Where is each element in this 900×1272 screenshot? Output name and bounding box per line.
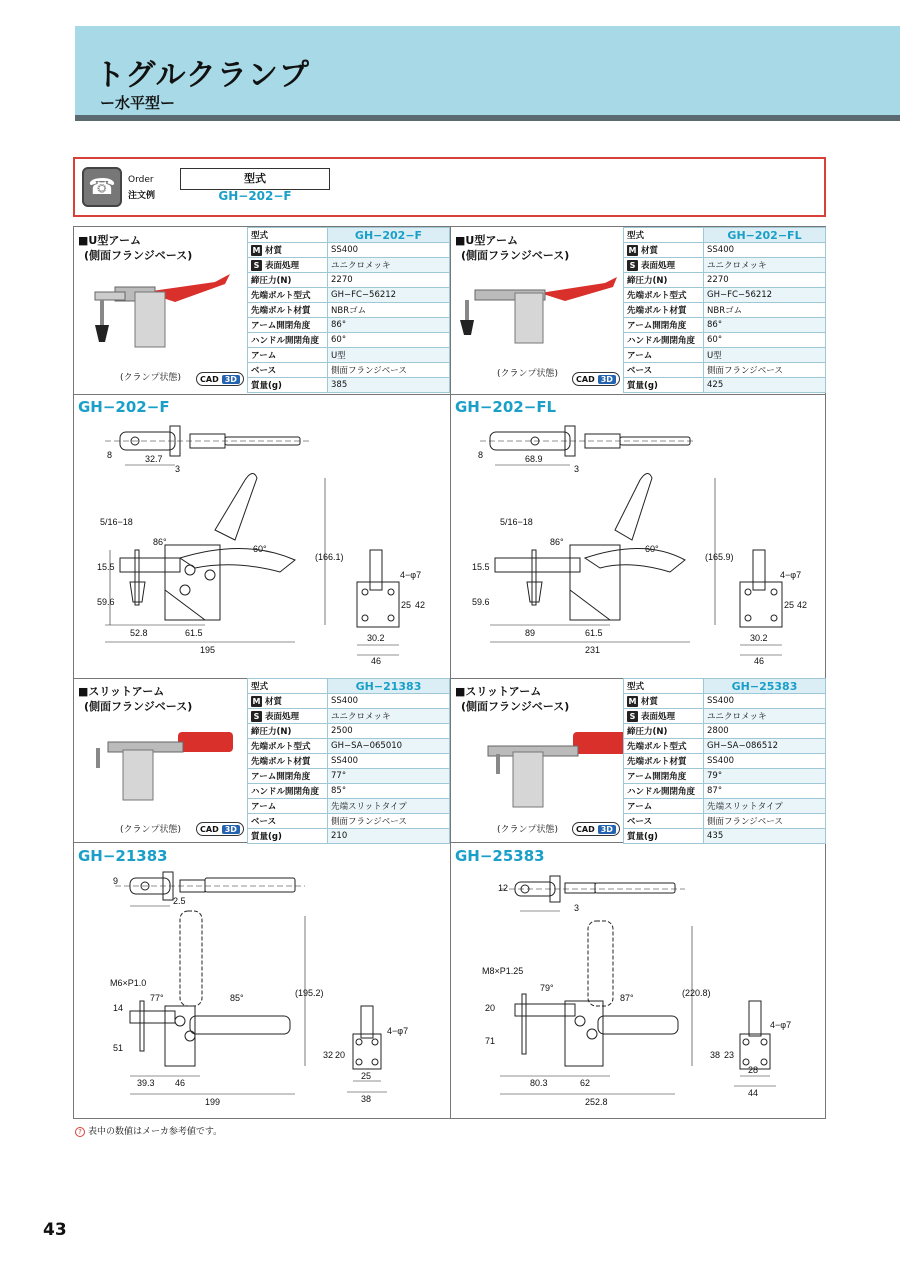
- clamp-state-label: (クランプ状態): [120, 373, 182, 383]
- order-field-value: GH−202−F: [218, 189, 292, 203]
- dim-width-2: 61.5: [185, 628, 203, 638]
- product-heading-line2: (側面フランジベース): [84, 700, 193, 713]
- spec-val-bolt-material: NBRゴム: [328, 303, 450, 318]
- cad-3d-badge[interactable]: [196, 822, 244, 836]
- dim-base-2: 44: [748, 1088, 759, 1098]
- spec-val-force: 2270: [328, 273, 450, 288]
- dim-height-1: 14: [113, 1003, 124, 1013]
- spec-val-base: 側面フランジベース: [704, 363, 826, 378]
- dim-top-width: 68.9: [525, 454, 543, 464]
- spec-key-surface: 表面処理: [265, 712, 300, 722]
- dim-top-height: 8: [107, 450, 113, 460]
- dim-height-2: 51: [113, 1043, 124, 1053]
- dim-width-1: 39.3: [137, 1078, 155, 1088]
- spec-val-arm-angle: 86°: [328, 318, 450, 333]
- dim-base-1: 25: [361, 1071, 372, 1081]
- dim-top-height: 8: [478, 450, 484, 460]
- spec-val-base: 側面フランジベース: [328, 814, 450, 829]
- dim-total-width: 195: [200, 645, 216, 655]
- dim-thread: M6×P1.0: [110, 978, 147, 988]
- dim-height-2: 59.6: [97, 597, 115, 607]
- dim-height-1: 20: [485, 1003, 496, 1013]
- drawing-title: GH−25383: [455, 847, 545, 865]
- cad-3d-badge[interactable]: [572, 822, 620, 836]
- footnote: [75, 1124, 222, 1137]
- product-heading-line2: (側面フランジベース): [461, 700, 570, 713]
- technical-drawing: [95, 420, 440, 665]
- clamp-state-label: (クランプ状態): [497, 369, 559, 379]
- page-subtitle: ー水平型ー: [100, 94, 176, 112]
- spec-key-handle-angle: ハンドル開閉角度: [624, 333, 704, 348]
- dim-flange-2: 42: [415, 600, 426, 610]
- order-field-label: 型式: [180, 168, 330, 190]
- spec-key-model: 型式: [624, 228, 704, 243]
- spec-key-force: 締圧力(N): [248, 724, 328, 739]
- spec-val-force: 2800: [704, 724, 826, 739]
- spec-val-material: SS400: [704, 694, 826, 709]
- spec-key-arm-angle: アーム開閉角度: [248, 318, 328, 333]
- spec-table: [623, 227, 826, 393]
- spec-key-material: 材質: [265, 697, 283, 707]
- dim-flange-2: 32: [323, 1050, 334, 1060]
- page-title: トグルクランプ: [95, 58, 310, 93]
- spec-val-mass: 210: [328, 829, 450, 844]
- spec-key-bolt-type: 先端ボルト型式: [248, 739, 328, 754]
- product-heading-line1: ■スリットアーム: [455, 685, 542, 698]
- dim-top-width: 3: [574, 903, 580, 913]
- spec-key-surface: 表面処理: [265, 261, 300, 271]
- spec-key-base: ベース: [248, 363, 328, 378]
- spec-key-arm: アーム: [624, 799, 704, 814]
- spec-val-material: SS400: [328, 243, 450, 258]
- spec-key-model: 型式: [624, 679, 704, 694]
- dim-top-height: 12: [498, 883, 509, 893]
- spec-val-model: GH−202−F: [328, 228, 450, 243]
- dim-total-width: 252.8: [585, 1097, 608, 1107]
- spec-table: [623, 678, 826, 844]
- dim-handle-angle: 60°: [253, 544, 267, 554]
- technical-drawing: [470, 866, 815, 1111]
- product-heading: [455, 233, 569, 263]
- spec-val-surface: ユニクロメッキ: [704, 709, 826, 724]
- spec-val-force: 2270: [704, 273, 826, 288]
- spec-val-arm: 先端スリットタイプ: [704, 799, 826, 814]
- spec-key-bolt-type: 先端ボルト型式: [624, 739, 704, 754]
- spec-key-handle-angle: ハンドル開閉角度: [624, 784, 704, 799]
- product-photo: [88, 722, 238, 812]
- order-label-en: Order: [128, 175, 154, 185]
- dim-hole: 4−φ7: [780, 570, 802, 580]
- spec-key-model: 型式: [248, 228, 328, 243]
- dim-hole: 4−φ7: [770, 1020, 792, 1030]
- dim-total-width: 199: [205, 1097, 221, 1107]
- dim-total-width: 231: [585, 645, 601, 655]
- spec-val-model: GH−25383: [704, 679, 826, 694]
- dim-top-offset: 3: [574, 464, 580, 474]
- dim-flange-1: 23: [724, 1050, 735, 1060]
- spec-key-base: ベース: [248, 814, 328, 829]
- spec-val-model: GH−21383: [328, 679, 450, 694]
- dim-arm-angle: 86°: [153, 537, 167, 547]
- spec-val-material: SS400: [328, 694, 450, 709]
- product-heading: [78, 233, 192, 263]
- cad-3d-label: 3D: [598, 825, 616, 834]
- dim-arm-angle: 86°: [550, 537, 564, 547]
- surface-mark-icon: S: [627, 260, 638, 271]
- spec-key-force: 締圧力(N): [624, 273, 704, 288]
- cad-3d-label: 3D: [222, 825, 240, 834]
- dim-arm-angle: 79°: [540, 983, 554, 993]
- spec-val-arm: U型: [704, 348, 826, 363]
- drawing-title: GH−202−F: [78, 398, 170, 416]
- footnote-text: 表中の数値はメーカ参考値です。: [88, 1127, 223, 1137]
- spec-val-surface: ユニクロメッキ: [704, 258, 826, 273]
- dim-height-1: 15.5: [472, 562, 490, 572]
- clamp-state-label: (クランプ状態): [497, 825, 559, 835]
- spec-key-bolt-type: 先端ボルト型式: [248, 288, 328, 303]
- dim-width-2: 62: [580, 1078, 591, 1088]
- material-mark-icon: M: [628, 246, 637, 255]
- material-mark-icon: M: [252, 246, 261, 255]
- spec-val-arm-angle: 86°: [704, 318, 826, 333]
- spec-val-surface: ユニクロメッキ: [328, 709, 450, 724]
- product-photo: [478, 722, 628, 812]
- spec-key-base: ベース: [624, 363, 704, 378]
- spec-val-handle-angle: 87°: [704, 784, 826, 799]
- product-heading-line1: ■スリットアーム: [78, 685, 165, 698]
- dim-thread: 5/16−18: [500, 517, 533, 527]
- dim-top-width: 2.5: [173, 896, 186, 906]
- spec-key-mass: 質量(g): [624, 378, 704, 393]
- phone-order-icon: ☎: [82, 167, 122, 207]
- dim-base-2: 46: [754, 656, 765, 666]
- spec-val-bolt-type: GH−FC−56212: [704, 288, 826, 303]
- dim-base-1: 30.2: [750, 633, 768, 643]
- dim-hole: 4−φ7: [387, 1026, 409, 1036]
- order-label-jp: 注文例: [128, 191, 156, 201]
- cad-3d-badge[interactable]: [572, 372, 620, 386]
- spec-val-handle-angle: 85°: [328, 784, 450, 799]
- spec-val-bolt-material: SS400: [328, 754, 450, 769]
- page-number: 43: [43, 1220, 67, 1240]
- dim-total-height: (166.1): [315, 552, 344, 562]
- cad-3d-badge[interactable]: [196, 372, 244, 386]
- dim-hole: 4−φ7: [400, 570, 422, 580]
- cad-3d-label: 3D: [598, 375, 616, 384]
- dim-handle-angle: 87°: [620, 993, 634, 1003]
- dim-thread: 5/16−18: [100, 517, 133, 527]
- spec-key-arm: アーム: [624, 348, 704, 363]
- dim-width-2: 61.5: [585, 628, 603, 638]
- spec-val-base: 側面フランジベース: [704, 814, 826, 829]
- spec-key-material: 材質: [265, 246, 283, 256]
- product-heading: [455, 684, 569, 714]
- cad-label: CAD: [576, 374, 595, 384]
- surface-mark-icon: S: [251, 260, 262, 271]
- spec-val-mass: 385: [328, 378, 450, 393]
- spec-key-arm: アーム: [248, 348, 328, 363]
- dim-height-2: 59.6: [472, 597, 490, 607]
- spec-key-surface: 表面処理: [641, 712, 676, 722]
- surface-mark-icon: S: [251, 711, 262, 722]
- spec-key-bolt-material: 先端ボルト材質: [248, 303, 328, 318]
- dim-total-height: (165.9): [705, 552, 734, 562]
- dim-handle-angle: 85°: [230, 993, 244, 1003]
- spec-val-arm: U型: [328, 348, 450, 363]
- spec-val-arm-angle: 79°: [704, 769, 826, 784]
- material-mark-icon: M: [628, 697, 637, 706]
- info-icon: ?: [75, 1127, 85, 1137]
- drawing-title: GH−21383: [78, 847, 168, 865]
- spec-key-arm-angle: アーム開閉角度: [624, 769, 704, 784]
- product-photo: [85, 262, 235, 362]
- dim-base-1: 30.2: [367, 633, 385, 643]
- dim-total-height: (195.2): [295, 988, 324, 998]
- spec-key-mass: 質量(g): [248, 378, 328, 393]
- spec-val-bolt-type: GH−SA−065010: [328, 739, 450, 754]
- spec-val-handle-angle: 60°: [328, 333, 450, 348]
- spec-table: [247, 678, 450, 844]
- spec-val-arm-angle: 77°: [328, 769, 450, 784]
- spec-table: [247, 227, 450, 393]
- spec-key-handle-angle: ハンドル開閉角度: [248, 784, 328, 799]
- spec-val-force: 2500: [328, 724, 450, 739]
- spec-key-surface: 表面処理: [641, 261, 676, 271]
- material-mark-icon: M: [252, 697, 261, 706]
- spec-val-handle-angle: 60°: [704, 333, 826, 348]
- spec-key-force: 締圧力(N): [248, 273, 328, 288]
- dim-flange-1: 25: [784, 600, 795, 610]
- surface-mark-icon: S: [627, 711, 638, 722]
- product-photo: [455, 265, 620, 355]
- spec-key-model: 型式: [248, 679, 328, 694]
- product-heading: [78, 684, 192, 714]
- spec-val-arm: 先端スリットタイプ: [328, 799, 450, 814]
- dim-handle-angle: 60°: [645, 544, 659, 554]
- dim-base-2: 38: [361, 1094, 372, 1104]
- spec-val-bolt-material: NBRゴム: [704, 303, 826, 318]
- dim-base-2: 46: [371, 656, 382, 666]
- product-heading-line1: ■U型アーム: [455, 234, 518, 247]
- spec-key-arm-angle: アーム開閉角度: [624, 318, 704, 333]
- spec-val-bolt-type: GH−FC−56212: [328, 288, 450, 303]
- spec-key-mass: 質量(g): [248, 829, 328, 844]
- spec-key-arm-angle: アーム開閉角度: [248, 769, 328, 784]
- product-heading-line2: (側面フランジベース): [84, 249, 193, 262]
- spec-val-model: GH−202−FL: [704, 228, 826, 243]
- spec-val-mass: 425: [704, 378, 826, 393]
- dim-thread: M8×P1.25: [482, 966, 524, 976]
- spec-key-force: 締圧力(N): [624, 724, 704, 739]
- dim-height-1: 15.5: [97, 562, 115, 572]
- spec-val-base: 側面フランジベース: [328, 363, 450, 378]
- dim-flange-1: 20: [335, 1050, 346, 1060]
- spec-key-base: ベース: [624, 814, 704, 829]
- product-heading-line1: ■U型アーム: [78, 234, 141, 247]
- spec-val-bolt-type: GH−SA−086512: [704, 739, 826, 754]
- spec-val-surface: ユニクロメッキ: [328, 258, 450, 273]
- cad-label: CAD: [576, 824, 595, 834]
- spec-key-bolt-type: 先端ボルト型式: [624, 288, 704, 303]
- cad-3d-label: 3D: [222, 375, 240, 384]
- dim-width-2: 46: [175, 1078, 186, 1088]
- dim-width-1: 80.3: [530, 1078, 548, 1088]
- dim-flange-1: 25: [401, 600, 412, 610]
- grid-divider-vertical: [450, 226, 451, 1119]
- spec-val-mass: 435: [704, 829, 826, 844]
- cad-label: CAD: [200, 374, 219, 384]
- spec-key-bolt-material: 先端ボルト材質: [624, 754, 704, 769]
- technical-drawing: [95, 866, 440, 1111]
- spec-key-material: 材質: [641, 246, 659, 256]
- technical-drawing: [470, 420, 815, 665]
- spec-key-material: 材質: [641, 697, 659, 707]
- grid-divider-row1: [73, 394, 826, 395]
- dim-flange-2: 42: [797, 600, 808, 610]
- cad-label: CAD: [200, 824, 219, 834]
- dim-flange-2: 38: [710, 1050, 721, 1060]
- dim-width-1: 52.8: [130, 628, 148, 638]
- spec-val-material: SS400: [704, 243, 826, 258]
- dim-width-1: 89: [525, 628, 536, 638]
- dim-base-1: 28: [748, 1065, 759, 1075]
- header-banner-shadow: [75, 115, 900, 121]
- clamp-state-label: (クランプ状態): [120, 825, 182, 835]
- drawing-title: GH−202−FL: [455, 398, 557, 416]
- spec-key-handle-angle: ハンドル開閉角度: [248, 333, 328, 348]
- dim-height-2: 71: [485, 1036, 496, 1046]
- spec-key-bolt-material: 先端ボルト材質: [248, 754, 328, 769]
- dim-top-width: 32.7: [145, 454, 163, 464]
- spec-key-mass: 質量(g): [624, 829, 704, 844]
- spec-key-arm: アーム: [248, 799, 328, 814]
- dim-total-height: (220.8): [682, 988, 711, 998]
- dim-top-height: 9: [113, 876, 119, 886]
- dim-arm-angle: 77°: [150, 993, 164, 1003]
- spec-val-bolt-material: SS400: [704, 754, 826, 769]
- spec-key-bolt-material: 先端ボルト材質: [624, 303, 704, 318]
- dim-top-offset: 3: [175, 464, 181, 474]
- product-heading-line2: (側面フランジベース): [461, 249, 570, 262]
